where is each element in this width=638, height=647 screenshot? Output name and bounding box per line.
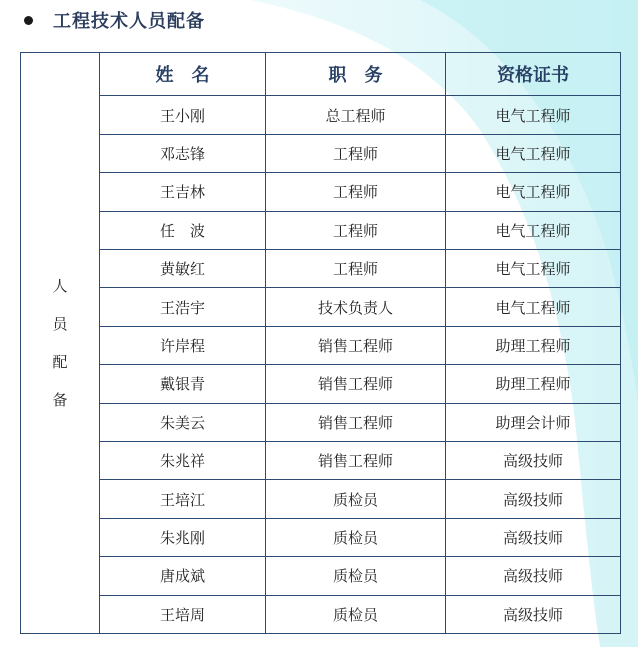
cell-name: 许岸程: [100, 326, 266, 364]
table-row: [21, 134, 621, 172]
cell-name: 黄敏红: [100, 250, 266, 288]
cell-position: 技术负责人: [266, 288, 446, 326]
cell-qualification: 电气工程师: [446, 288, 621, 326]
cell-qualification: 助理工程师: [446, 365, 621, 403]
cell-position: 销售工程师: [266, 441, 446, 479]
cell-qualification: 高级技师: [446, 595, 621, 633]
cell-qualification: 高级技师: [446, 518, 621, 556]
cell-name: 唐成斌: [100, 557, 266, 595]
cell-qualification: 高级技师: [446, 557, 621, 595]
cell-qualification: 电气工程师: [446, 134, 621, 172]
cell-position: 工程师: [266, 211, 446, 249]
cell-name: 邓志锋: [100, 134, 266, 172]
table-row: [21, 441, 621, 479]
cell-qualification: 助理会计师: [446, 403, 621, 441]
table-row: [21, 326, 621, 364]
header-position: 职 务: [266, 53, 446, 96]
cell-qualification: 助理工程师: [446, 326, 621, 364]
table-row: [21, 480, 621, 518]
group-label-char: 人: [52, 277, 68, 295]
cell-position: 总工程师: [266, 96, 446, 134]
cell-position: 质检员: [266, 480, 446, 518]
table-row: [21, 173, 621, 211]
group-label-char: 配: [52, 353, 68, 371]
cell-qualification: 高级技师: [446, 441, 621, 479]
group-label-char: 备: [52, 391, 68, 409]
cell-position: 质检员: [266, 557, 446, 595]
table-row: [21, 365, 621, 403]
cell-name: 王培周: [100, 595, 266, 633]
cell-position: 工程师: [266, 250, 446, 288]
header-row: [21, 53, 621, 96]
cell-position: 销售工程师: [266, 326, 446, 364]
cell-qualification: 高级技师: [446, 480, 621, 518]
cell-position: 工程师: [266, 173, 446, 211]
cell-name: 朱兆刚: [100, 518, 266, 556]
group-label: [52, 267, 67, 419]
cell-qualification: 电气工程师: [446, 211, 621, 249]
table-row: [21, 96, 621, 134]
table-row: [21, 250, 621, 288]
bullet-icon: [24, 16, 33, 25]
cell-name: 任 波: [100, 211, 266, 249]
header-name: 姓 名: [100, 53, 266, 96]
table-row: [21, 595, 621, 633]
cell-name: 王小刚: [100, 96, 266, 134]
table-row: [21, 518, 621, 556]
cell-qualification: 电气工程师: [446, 173, 621, 211]
group-label-cell: [21, 53, 100, 634]
cell-position: 质检员: [266, 595, 446, 633]
section-heading: [24, 6, 205, 34]
cell-position: 工程师: [266, 134, 446, 172]
section-title: 工程技术人员配备: [53, 11, 205, 32]
cell-qualification: 电气工程师: [446, 250, 621, 288]
header-qualification: 资格证书: [446, 53, 621, 96]
cell-name: 朱兆祥: [100, 441, 266, 479]
cell-position: 销售工程师: [266, 403, 446, 441]
cell-qualification: 电气工程师: [446, 96, 621, 134]
cell-name: 王吉林: [100, 173, 266, 211]
table-row: [21, 288, 621, 326]
cell-name: 王培江: [100, 480, 266, 518]
cell-position: 销售工程师: [266, 365, 446, 403]
group-label-char: 员: [52, 315, 68, 333]
table-row: [21, 403, 621, 441]
cell-name: 朱美云: [100, 403, 266, 441]
staff-table: [20, 52, 621, 634]
cell-position: 质检员: [266, 518, 446, 556]
table-row: [21, 211, 621, 249]
table-row: [21, 557, 621, 595]
cell-name: 戴银青: [100, 365, 266, 403]
cell-name: 王浩宇: [100, 288, 266, 326]
